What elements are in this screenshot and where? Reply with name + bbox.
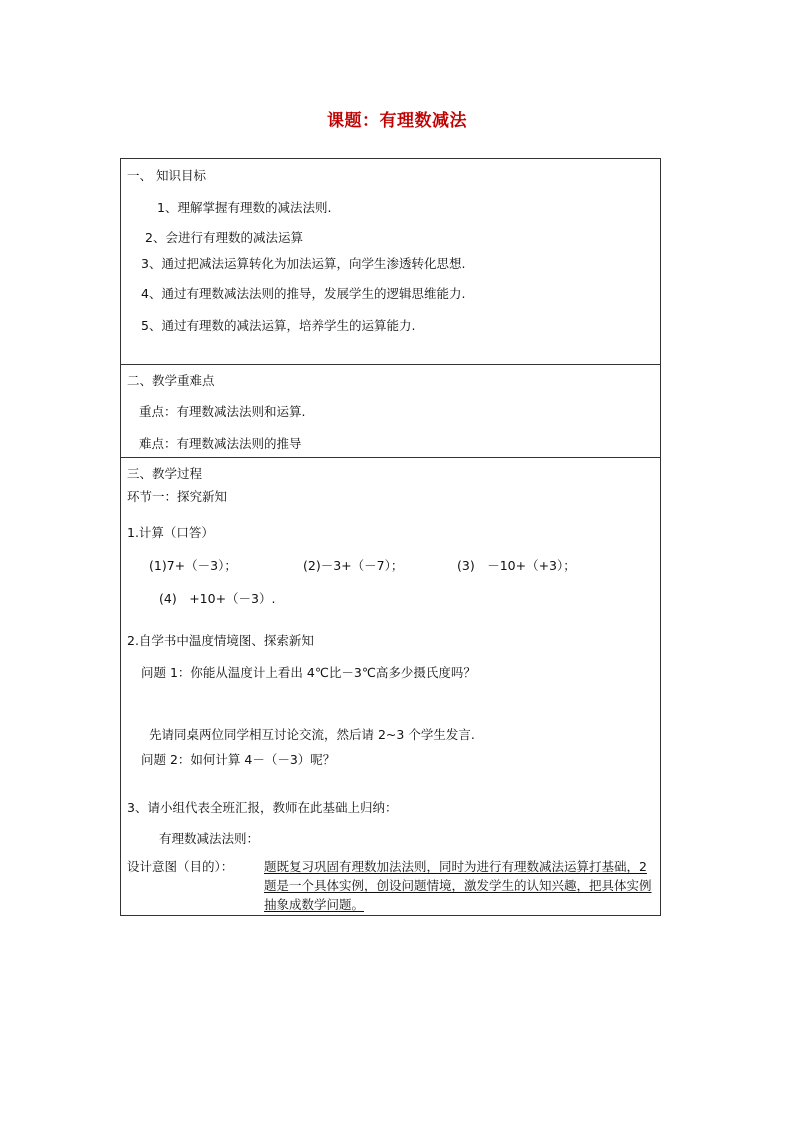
calc-item-2: (2)－3+（－7）；: [303, 558, 404, 573]
calc-item-4: (4) +10+（－3）.: [159, 591, 276, 606]
calc-item-3: (3) －10+（+3）；: [457, 558, 576, 573]
design-label: 设计意图（目的）：: [127, 859, 234, 874]
page-title: 课题：有理数减法: [327, 111, 467, 131]
section2-heading: 二、教学重难点: [127, 373, 215, 388]
question2-title: 2.自学书中温度情境图、探索新知: [127, 633, 314, 648]
objective-item-1: 1、理解掌握有理数的减法法则.: [157, 200, 332, 215]
calc-item-1: (1)7+（－3）；: [149, 558, 237, 573]
section1-heading: 一、 知识目标: [127, 168, 206, 183]
section3-heading: 三、教学过程: [127, 466, 203, 481]
objective-item-2: 2、会进行有理数的减法运算: [145, 230, 303, 245]
objective-item-4: 4、通过有理数减法法则的推导，发展学生的逻辑思维能力.: [141, 286, 466, 301]
problem-1: 问题 1：你能从温度计上看出 4℃比－3℃高多少摄氏度吗？: [141, 665, 476, 680]
key-point: 重点：有理数减法法则和运算.: [139, 404, 306, 419]
rule-label: 有理数减法法则：: [159, 831, 260, 846]
stage-title: 环节一：探究新知: [127, 489, 228, 504]
lesson-table: [120, 158, 661, 916]
objective-item-5: 5、通过有理数的减法运算，培养学生的运算能力.: [141, 318, 416, 333]
design-text: 题既复习巩固有理数加法法则，同时为进行有理数减法运算打基础，2 题是一个具体实例，创设问题情境，激发学生的认知兴趣，把具体实例抽象成数学问题。: [264, 859, 652, 912]
discussion-note: 先请同桌两位同学相互讨论交流，然后请 2~3 个学生发言.: [149, 727, 475, 742]
question1-title: 1.计算（口答）: [127, 525, 214, 540]
row-divider-2: [121, 457, 660, 458]
row-divider-1: [121, 364, 660, 365]
objective-item-3: 3、通过把减法运算转化为加法运算，向学生渗透转化思想.: [141, 256, 466, 271]
difficult-point: 难点：有理数减法法则的推导: [139, 436, 302, 451]
problem-2: 问题 2：如何计算 4－（－3）呢？: [141, 752, 336, 767]
question3-title: 3、请小组代表全班汇报，教师在此基础上归纳：: [127, 800, 398, 815]
